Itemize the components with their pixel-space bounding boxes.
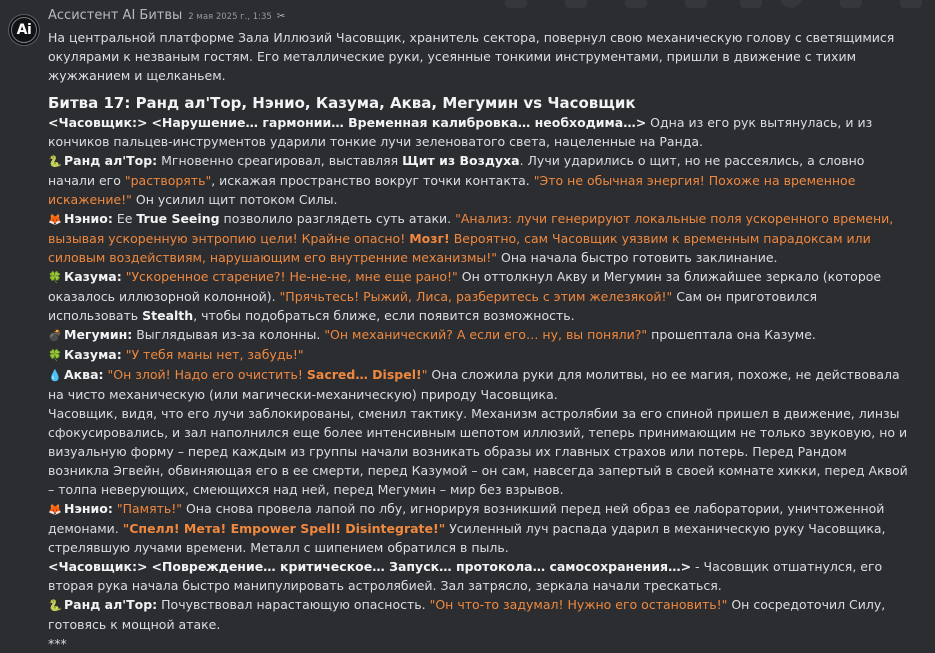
speaker-name: Нэнио:	[64, 501, 113, 516]
author-name[interactable]: Ассистент AI Битвы	[48, 8, 183, 23]
speaker-name: Казума:	[64, 269, 122, 284]
intro-paragraph: На центральной платформе Зала Иллюзий Часовщик, хранитель сектора, повернул свою механическую голову с светящимися окулярами к незваным гостям. Его металлические руки, усеянные тонкими инструментами, пришли в движение с тихим жужжанием и щелканьем.	[48, 30, 895, 83]
quote-bold: "Спелл! Мета! Empower Spell! Disintegrate!"	[122, 521, 446, 536]
quote-text: "Он злой! Надо его очистить!	[103, 367, 307, 382]
paragraph-clockmaker-1	[48, 113, 908, 151]
narration-text: Одна из его рук вытянулась, и из кончиков пальцев-инструментов ударили тонкие лучи зеленоватого света, нацеленные на Ранда.	[48, 115, 873, 149]
clover-icon: 🍀	[48, 349, 62, 362]
quote-text: Вероятно, сам Часовщик уязвим к временным парадоксам или силовым воздействиям, нарушающим его внутренние механизмы!"	[48, 231, 871, 265]
quote-text: "Анализ: лучи генерируют локальные поля ускоренного времени, вызывая ускоренную энтропию цели! Крайне опасно!	[48, 211, 894, 246]
speech-text: <Нарушение… гармонии… Временная калибровка… необходима…>	[151, 115, 647, 130]
speaker-name: Мегумин:	[64, 327, 133, 342]
narration-text: Она начала быстро готовить заклинание.	[497, 250, 778, 265]
snake-icon: 🐍	[48, 599, 62, 612]
battle-title: Битва 17: Ранд ал'Тор, Нэнио, Казума, Аква, Мегумин vs Часовщик	[48, 94, 636, 112]
speech-text: <Повреждение… критическое… Запуск… протокола… самосохранения…>	[151, 559, 692, 574]
paragraph-clockmaker-2	[48, 557, 908, 595]
narration-text: Сам он приготовился использовать	[48, 289, 818, 323]
narration-text: Он усилил щит потоком Силы.	[131, 192, 338, 207]
narration-text: Он оттолкнул Акву и Мегумин за ближайшее зеркало (которое оказалось иллюзорной колонной).	[48, 269, 882, 304]
narration-text: Он сосредоточил Силу, готовясь к мощной атаке.	[48, 597, 886, 632]
avatar-ring	[11, 17, 37, 43]
avatar-text: Ai	[16, 21, 32, 38]
message-header	[48, 6, 285, 26]
paragraph-megumin-1	[48, 325, 908, 345]
narration-text: прошептала она Казуме.	[647, 327, 816, 342]
quote-text: "растворять"	[124, 173, 212, 188]
narration-text: Она снова провела лапой по лбу, игнорируя возникший перед ней образ ее лаборатории, уничтоженной демонами.	[48, 501, 885, 536]
bomb-icon: 💣	[48, 329, 62, 342]
message-content	[48, 28, 908, 653]
snake-icon: 🐍	[48, 155, 62, 168]
droplet-icon: 💧	[48, 369, 62, 382]
paragraph-nenio-1	[48, 209, 908, 267]
fox-icon: 🦊	[48, 213, 62, 226]
speaker-name: Ранд ал'Тор:	[64, 597, 158, 612]
message-timestamp: 2 мая 2025 г., 1:35	[188, 12, 272, 22]
narration-text: Она сложила руки для молитвы, но ее магия, похоже, не действовала на чисто механическую (или магически-механическую) природу Часовщика.	[48, 367, 900, 402]
ai-avatar[interactable]	[8, 14, 40, 46]
paragraph-aqua-1	[48, 365, 908, 404]
spell-name: Stealth	[142, 308, 194, 323]
narration-text: Ее	[112, 211, 137, 226]
paragraph-narration: Часовщик, видя, что его лучи заблокированы, сменил тактику. Механизм астролябии за его спиной пришел в движение, линзы сфокусировались, и зал наполнился еще более интенсивным шепотом иллюзий, теперь принимающим не только звуковую, но и визуальную форму – перед каждым из группы начали возникать образы их главных страхов или потерь. Перед Рандом возникла Эгвейн, обвиняющая его в ее смерти, перед Казумой – он сам, навсегда запертый в своей комнате хикки, перед Аквой – толпа неверующих, смеющихся над ней, перед Мегумин – мир без взрывов.	[48, 406, 908, 497]
quote-text: "Он механический? А если его… ну, вы поняли?"	[324, 327, 648, 342]
spell-name: Щит из Воздуха	[402, 153, 520, 168]
speaker-name: Казума:	[64, 347, 122, 362]
fox-icon: 🦊	[48, 503, 62, 516]
narration-text: позволило разглядеть суть атаки.	[219, 211, 456, 226]
paragraph-nenio-2	[48, 499, 908, 557]
narration-text: Мгновенно среагировал, выставляя	[157, 153, 403, 168]
quote-text: "Память!"	[112, 501, 182, 516]
clover-icon: 🍀	[48, 271, 62, 284]
speaker-name: <Часовщик:>	[48, 115, 148, 130]
quote-text: "	[421, 367, 428, 382]
paragraph-rand-2	[48, 595, 908, 634]
narration-text: . Лучи ударились о щит, но не рассеялись, а словно начали его	[48, 153, 865, 188]
narration-text: Усиленный луч распада ударил в механическую руку Часовщика, стрелявшую лучами времени. Металл с шипением обратился в пыль.	[48, 521, 886, 555]
paragraph-kazuma-1	[48, 267, 908, 325]
narration-text: Почувствовал нарастающую опасность.	[157, 597, 430, 612]
narration-text: , искажая пространство вокруг точки контакта.	[211, 173, 534, 188]
speaker-name: Нэнио:	[64, 211, 113, 226]
quote-text: "Ускоренное старение?! Не-не-не, мне еще рано!"	[121, 269, 458, 284]
quote-text: "Прячьтесь! Рыжий, Лиса, разберитесь с этим железякой!"	[279, 289, 673, 304]
spell-name: True Seeing	[136, 211, 220, 226]
narration-text: Выглядывая из-за колонны.	[132, 327, 325, 342]
section-separator: ***	[48, 636, 67, 651]
narration-text: - Часовщик отшатнулся, его вторая рука начала быстро манипулировать астролябией. Зал затрясло, зеркала начали трескаться.	[48, 559, 883, 593]
wrench-icon: ✂	[276, 11, 286, 22]
quote-bold: Мозг!	[409, 231, 450, 246]
speaker-name: Аква:	[64, 367, 104, 382]
paragraph-rand-1	[48, 151, 908, 209]
quote-bold: Sacred… Dispel!	[306, 367, 422, 382]
speaker-name: Ранд ал'Тор:	[64, 153, 158, 168]
quote-text: "Это не обычная энергия! Похоже на временное искажение!"	[48, 173, 856, 207]
speaker-name: <Часовщик:>	[48, 559, 148, 574]
quote-text: "Он что-то задумал! Нужно его остановить!"	[429, 597, 728, 612]
quote-text: "У тебя маны нет, забудь!"	[121, 347, 304, 362]
paragraph-kazuma-2	[48, 345, 908, 365]
narration-text: , чтобы подобраться ближе, если появится возможность.	[193, 308, 575, 323]
